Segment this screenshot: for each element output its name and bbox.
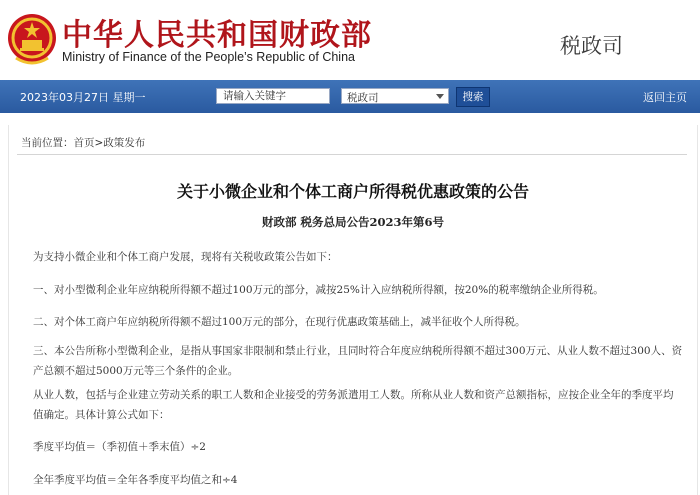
breadcrumb-separator: >: [94, 137, 104, 149]
department-title: 税政司: [560, 34, 623, 58]
ministry-name-en: Ministry of Finance of the People’s Republic of China: [62, 50, 355, 64]
article-paragraph: 为支持小微企业和个体工商户发展，现将有关税收政策公告如下：: [33, 251, 338, 263]
current-date: 2023年03月27日 星期一: [20, 91, 146, 104]
top-nav-bar: [0, 80, 700, 113]
national-emblem-icon: [6, 10, 58, 70]
breadcrumb-prefix: 当前位置：: [21, 137, 74, 149]
article-paragraph: 二、对个体工商户年应纳税所得额不超过100万元的部分，在现行优惠政策基础上，减半征收个人所得税。: [33, 316, 526, 328]
return-home-link[interactable]: 返回主页: [643, 91, 687, 104]
breadcrumb-policy-link[interactable]: 政策发布: [103, 137, 146, 149]
article-paragraph: 季度平均值＝（季初值＋季末值）÷2: [33, 441, 206, 453]
breadcrumb-divider: [17, 154, 687, 155]
article-title: 关于小微企业和个体工商户所得税优惠政策的公告: [176, 182, 529, 201]
search-scope-select[interactable]: [341, 88, 449, 104]
ministry-name-cn: 中华人民共和国财政部: [62, 18, 372, 53]
article-container: [8, 125, 698, 495]
article-paragraph: 从业人数，包括与企业建立劳动关系的职工人数和企业接受的劳务派遣用工人数。所称从业人数和资产总额指标，应按企业全年的季度平均值确定。具体计算公式如下：: [33, 389, 674, 421]
breadcrumb: [21, 135, 145, 150]
site-header: [0, 0, 700, 80]
search-scope-value: 税政司: [347, 92, 379, 104]
chevron-down-icon: [436, 94, 444, 99]
article-paragraph: 一、对小型微利企业年应纳税所得额不超过100万元的部分，减按25%计入应纳税所得额，按20%的税率缴纳企业所得税。: [33, 284, 604, 296]
breadcrumb-home-link[interactable]: 首页: [73, 137, 95, 149]
article-paragraph: 三、本公告所称小型微利企业，是指从事国家非限制和禁止行业，且同时符合年度应纳税所得额不超过300万元、从业人数不超过300人、资产总额不超过5000万元等三个条件的企业。: [33, 345, 683, 377]
document-number: 财政部 税务总局公告2023年第6号: [261, 215, 444, 229]
article-paragraph: 全年季度平均值＝全年各季度平均值之和÷4: [33, 474, 238, 486]
search-input[interactable]: [216, 88, 330, 104]
search-button[interactable]: 搜索: [456, 87, 490, 107]
